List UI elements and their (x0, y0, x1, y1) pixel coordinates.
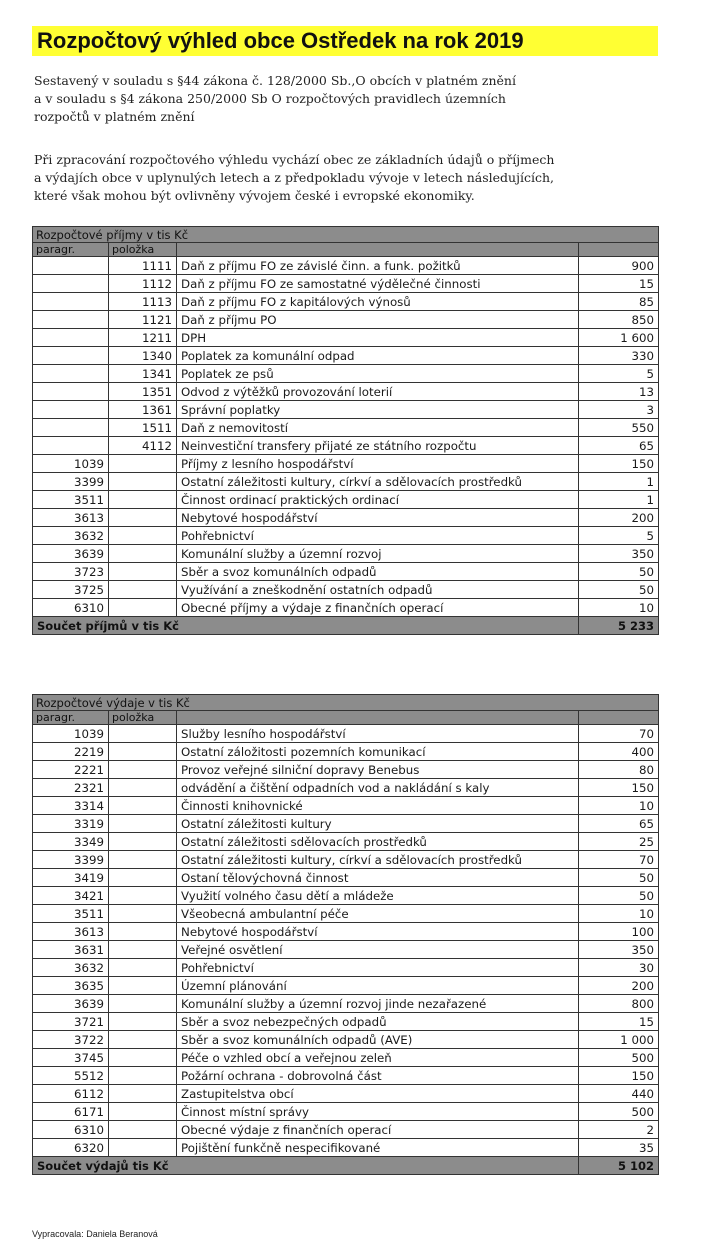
polozka-cell: 1121 (109, 311, 177, 329)
description-cell: Činnost ordinací praktických ordinací (177, 491, 579, 509)
column-header-text (177, 243, 579, 257)
paragraf-cell (33, 275, 109, 293)
table-row (33, 491, 659, 509)
amount-cell: 200 (579, 509, 659, 527)
amount-cell: 350 (579, 941, 659, 959)
polozka-cell (109, 599, 177, 617)
description-cell: Požární ochrana - dobrovolná část (177, 1067, 579, 1085)
paragraf-cell: 3725 (33, 581, 109, 599)
table-row (33, 545, 659, 563)
paragraf-cell (33, 347, 109, 365)
polozka-cell (109, 1049, 177, 1067)
table-row (33, 941, 659, 959)
paragraf-cell: 3639 (33, 545, 109, 563)
paragraf-cell: 3613 (33, 509, 109, 527)
polozka-cell (109, 455, 177, 473)
table-row (33, 761, 659, 779)
polozka-cell: 1341 (109, 365, 177, 383)
polozka-cell (109, 545, 177, 563)
total-value: 5 102 (579, 1157, 659, 1175)
amount-cell: 15 (579, 275, 659, 293)
polozka-cell: 1111 (109, 257, 177, 275)
polozka-cell: 1211 (109, 329, 177, 347)
polozka-cell: 1340 (109, 347, 177, 365)
table-row (33, 1085, 659, 1103)
column-header-paragraf: paragr. (33, 243, 109, 257)
column-header-amount (579, 243, 659, 257)
paragraf-cell: 3319 (33, 815, 109, 833)
paragraf-cell: 3639 (33, 995, 109, 1013)
paragraf-cell (33, 437, 109, 455)
paragraf-cell: 3632 (33, 959, 109, 977)
polozka-cell (109, 1121, 177, 1139)
amount-cell: 800 (579, 995, 659, 1013)
polozka-cell (109, 797, 177, 815)
table-row (33, 797, 659, 815)
description-cell: Sběr a svoz komunálních odpadů (177, 563, 579, 581)
polozka-cell (109, 977, 177, 995)
table-row (33, 1031, 659, 1049)
table-row (33, 833, 659, 851)
paragraf-cell: 6112 (33, 1085, 109, 1103)
table-row (33, 977, 659, 995)
table-row (33, 923, 659, 941)
description-cell: Komunální služby a územní rozvoj jinde nezařazené (177, 995, 579, 1013)
paragraf-cell (33, 383, 109, 401)
paragraf-cell (33, 401, 109, 419)
polozka-cell (109, 869, 177, 887)
page-title: Rozpočtový výhled obce Ostředek na rok 2019 (32, 26, 658, 56)
paragraf-cell: 6171 (33, 1103, 109, 1121)
polozka-cell (109, 833, 177, 851)
description-cell: Ostatní záležitosti sdělovacích prostředků (177, 833, 579, 851)
polozka-cell (109, 1139, 177, 1157)
description-cell: Sběr a svoz nebezpečných odpadů (177, 1013, 579, 1031)
amount-cell: 10 (579, 599, 659, 617)
description-cell: Využití volného času dětí a mládeže (177, 887, 579, 905)
description-cell: Využívání a zneškodnění ostatních odpadů (177, 581, 579, 599)
polozka-cell (109, 815, 177, 833)
amount-cell: 25 (579, 833, 659, 851)
total-label: Součet výdajů tis Kč (33, 1157, 579, 1175)
intro-line: které však mohou být ovlivněny vývojem české i evropské ekonomiky. (34, 188, 475, 203)
polozka-cell (109, 761, 177, 779)
polozka-cell (109, 1067, 177, 1085)
amount-cell: 50 (579, 581, 659, 599)
polozka-cell (109, 1103, 177, 1121)
polozka-cell (109, 887, 177, 905)
description-cell: Správní poplatky (177, 401, 579, 419)
description-cell: Zastupitelstva obcí (177, 1085, 579, 1103)
polozka-cell (109, 1013, 177, 1031)
amount-cell: 80 (579, 761, 659, 779)
description-cell: Daň z nemovitostí (177, 419, 579, 437)
description-cell: Ostatní záložitosti pozemních komunikací (177, 743, 579, 761)
description-cell: Ostatní záležitosti kultury, církví a sdělovacích prostředků (177, 851, 579, 869)
table-row (33, 581, 659, 599)
paragraf-cell: 3314 (33, 797, 109, 815)
amount-cell: 1 600 (579, 329, 659, 347)
amount-cell: 10 (579, 905, 659, 923)
polozka-cell (109, 923, 177, 941)
paragraf-cell: 3419 (33, 869, 109, 887)
amount-cell: 50 (579, 887, 659, 905)
description-cell: Nebytové hospodářství (177, 923, 579, 941)
table-row (33, 509, 659, 527)
paragraf-cell: 3511 (33, 491, 109, 509)
intro-line: Při zpracování rozpočtového výhledu vychází obec ze základních údajů o příjmech (34, 152, 555, 167)
intro-paragraph-legal (34, 72, 594, 126)
amount-cell: 65 (579, 437, 659, 455)
paragraf-cell: 3745 (33, 1049, 109, 1067)
table-row (33, 725, 659, 743)
amount-cell: 900 (579, 257, 659, 275)
table-row (33, 293, 659, 311)
table-row (33, 365, 659, 383)
total-value: 5 233 (579, 617, 659, 635)
table-header-row (33, 227, 659, 243)
table-row (33, 887, 659, 905)
amount-cell: 150 (579, 779, 659, 797)
paragraf-cell (33, 293, 109, 311)
polozka-cell (109, 563, 177, 581)
total-label: Součet příjmů v tis Kč (33, 617, 579, 635)
paragraf-cell: 2321 (33, 779, 109, 797)
description-cell: Pohřebnictví (177, 527, 579, 545)
paragraf-cell (33, 257, 109, 275)
description-cell: Sběr a svoz komunálních odpadů (AVE) (177, 1031, 579, 1049)
intro-line: Sestavený v souladu s §44 zákona č. 128/2000 Sb.,O obcích v platném znění (34, 73, 516, 88)
column-header-row (33, 711, 659, 725)
paragraf-cell: 6310 (33, 1121, 109, 1139)
amount-cell: 70 (579, 851, 659, 869)
polozka-cell: 1113 (109, 293, 177, 311)
paragraf-cell (33, 329, 109, 347)
amount-cell: 150 (579, 455, 659, 473)
paragraf-cell (33, 311, 109, 329)
amount-cell: 5 (579, 527, 659, 545)
paragraf-cell: 3421 (33, 887, 109, 905)
amount-cell: 100 (579, 923, 659, 941)
amount-cell: 1 (579, 473, 659, 491)
income-table (32, 226, 659, 635)
description-cell: Pojištění funkčně nespecifikované (177, 1139, 579, 1157)
amount-cell: 30 (579, 959, 659, 977)
description-cell: Poplatek ze psů (177, 365, 579, 383)
polozka-cell: 1361 (109, 401, 177, 419)
column-header-amount (579, 711, 659, 725)
description-cell: Daň z příjmu FO ze závislé činn. a funk. požitků (177, 257, 579, 275)
description-cell: Poplatek za komunální odpad (177, 347, 579, 365)
paragraf-cell: 3399 (33, 851, 109, 869)
amount-cell: 500 (579, 1103, 659, 1121)
paragraf-cell (33, 365, 109, 383)
description-cell: Provoz veřejné silniční dopravy Benebus (177, 761, 579, 779)
amount-cell: 3 (579, 401, 659, 419)
total-row (33, 617, 659, 635)
polozka-cell: 1112 (109, 275, 177, 293)
table-row (33, 599, 659, 617)
paragraf-cell: 1039 (33, 455, 109, 473)
description-cell: Komunální služby a územní rozvoj (177, 545, 579, 563)
description-cell: Nebytové hospodářství (177, 509, 579, 527)
polozka-cell (109, 1031, 177, 1049)
table-row (33, 527, 659, 545)
column-header-polozka: položka (109, 243, 177, 257)
intro-line: rozpočtů v platném znění (34, 109, 195, 124)
table-row (33, 347, 659, 365)
polozka-cell (109, 581, 177, 599)
amount-cell: 5 (579, 365, 659, 383)
amount-cell: 500 (579, 1049, 659, 1067)
table-row (33, 437, 659, 455)
table-row (33, 401, 659, 419)
intro-line: a v souladu s §4 zákona 250/2000 Sb O rozpočtových pravidlech územních (34, 91, 506, 106)
description-cell: Činnosti knihovnické (177, 797, 579, 815)
table-row (33, 383, 659, 401)
description-cell: Pohřebnictví (177, 959, 579, 977)
table-row (33, 563, 659, 581)
table-row (33, 869, 659, 887)
amount-cell: 550 (579, 419, 659, 437)
amount-cell: 200 (579, 977, 659, 995)
table-row (33, 1049, 659, 1067)
description-cell: Všeobecná ambulantní péče (177, 905, 579, 923)
table-header-row (33, 695, 659, 711)
table-title: Rozpočtové příjmy v tis Kč (33, 227, 659, 243)
table-row (33, 329, 659, 347)
table-row (33, 275, 659, 293)
description-cell: Veřejné osvětlení (177, 941, 579, 959)
amount-cell: 850 (579, 311, 659, 329)
amount-cell: 400 (579, 743, 659, 761)
table-row (33, 851, 659, 869)
amount-cell: 70 (579, 725, 659, 743)
description-cell: Příjmy z lesního hospodářství (177, 455, 579, 473)
table-row (33, 311, 659, 329)
description-cell: Daň z příjmu FO ze samostatné výdělečné činnosti (177, 275, 579, 293)
polozka-cell (109, 725, 177, 743)
paragraf-cell: 6320 (33, 1139, 109, 1157)
polozka-cell: 1351 (109, 383, 177, 401)
description-cell: Neinvestiční transfery přijaté ze státního rozpočtu (177, 437, 579, 455)
table-row (33, 1067, 659, 1085)
table-row (33, 257, 659, 275)
amount-cell: 1 (579, 491, 659, 509)
paragraf-cell: 6310 (33, 599, 109, 617)
polozka-cell (109, 959, 177, 977)
description-cell: Služby lesního hospodářství (177, 725, 579, 743)
polozka-cell (109, 1085, 177, 1103)
table-row (33, 743, 659, 761)
amount-cell: 350 (579, 545, 659, 563)
amount-cell: 50 (579, 869, 659, 887)
column-header-row (33, 243, 659, 257)
paragraf-cell: 2221 (33, 761, 109, 779)
description-cell: Územní plánování (177, 977, 579, 995)
polozka-cell (109, 743, 177, 761)
table-row (33, 473, 659, 491)
table-row (33, 1013, 659, 1031)
table-row (33, 905, 659, 923)
prepared-by: Vypracovala: Daniela Beranová (32, 1229, 158, 1239)
table-row (33, 419, 659, 437)
amount-cell: 330 (579, 347, 659, 365)
amount-cell: 150 (579, 1067, 659, 1085)
description-cell: DPH (177, 329, 579, 347)
table-row (33, 815, 659, 833)
description-cell: Ostatní záležitosti kultury, církví a sdělovacích prostředků (177, 473, 579, 491)
amount-cell: 2 (579, 1121, 659, 1139)
polozka-cell: 4112 (109, 437, 177, 455)
paragraf-cell: 2219 (33, 743, 109, 761)
intro-line: a výdajích obce v uplynulých letech a z předpokladu vývoje v letech následujících, (34, 170, 555, 185)
amount-cell: 35 (579, 1139, 659, 1157)
paragraf-cell: 3723 (33, 563, 109, 581)
description-cell: Ostaní tělovýchovná činnost (177, 869, 579, 887)
polozka-cell (109, 905, 177, 923)
paragraf-cell: 3632 (33, 527, 109, 545)
column-header-polozka: položka (109, 711, 177, 725)
polozka-cell (109, 779, 177, 797)
paragraf-cell (33, 419, 109, 437)
table-row (33, 1139, 659, 1157)
table-row (33, 779, 659, 797)
paragraf-cell: 3613 (33, 923, 109, 941)
description-cell: Daň z příjmu FO z kapitálových výnosů (177, 293, 579, 311)
table-row (33, 1103, 659, 1121)
paragraf-cell: 3631 (33, 941, 109, 959)
polozka-cell (109, 527, 177, 545)
polozka-cell (109, 941, 177, 959)
paragraf-cell: 3349 (33, 833, 109, 851)
total-row (33, 1157, 659, 1175)
description-cell: Odvod z výtěžků provozování loterií (177, 383, 579, 401)
amount-cell: 1 000 (579, 1031, 659, 1049)
paragraf-cell: 3511 (33, 905, 109, 923)
description-cell: odvádění a čištění odpadních vod a nakládání s kaly (177, 779, 579, 797)
polozka-cell (109, 509, 177, 527)
paragraf-cell: 5512 (33, 1067, 109, 1085)
description-cell: Ostatní záležitosti kultury (177, 815, 579, 833)
paragraf-cell: 3721 (33, 1013, 109, 1031)
table-row (33, 1121, 659, 1139)
expenses-table (32, 694, 659, 1175)
description-cell: Péče o vzhled obcí a veřejnou zeleň (177, 1049, 579, 1067)
polozka-cell (109, 473, 177, 491)
column-header-paragraf: paragr. (33, 711, 109, 725)
table-row (33, 995, 659, 1013)
description-cell: Obecné výdaje z finančních operací (177, 1121, 579, 1139)
paragraf-cell: 3635 (33, 977, 109, 995)
polozka-cell (109, 851, 177, 869)
table-row (33, 959, 659, 977)
polozka-cell: 1511 (109, 419, 177, 437)
amount-cell: 10 (579, 797, 659, 815)
amount-cell: 65 (579, 815, 659, 833)
amount-cell: 50 (579, 563, 659, 581)
polozka-cell (109, 995, 177, 1013)
table-title: Rozpočtové výdaje v tis Kč (33, 695, 659, 711)
paragraf-cell: 3722 (33, 1031, 109, 1049)
polozka-cell (109, 491, 177, 509)
description-cell: Činnost místní správy (177, 1103, 579, 1121)
amount-cell: 13 (579, 383, 659, 401)
amount-cell: 85 (579, 293, 659, 311)
amount-cell: 15 (579, 1013, 659, 1031)
table-row (33, 455, 659, 473)
paragraf-cell: 3399 (33, 473, 109, 491)
description-cell: Daň z příjmu PO (177, 311, 579, 329)
amount-cell: 440 (579, 1085, 659, 1103)
paragraf-cell: 1039 (33, 725, 109, 743)
column-header-text (177, 711, 579, 725)
description-cell: Obecné příjmy a výdaje z finančních operací (177, 599, 579, 617)
intro-paragraph-method (34, 151, 594, 205)
